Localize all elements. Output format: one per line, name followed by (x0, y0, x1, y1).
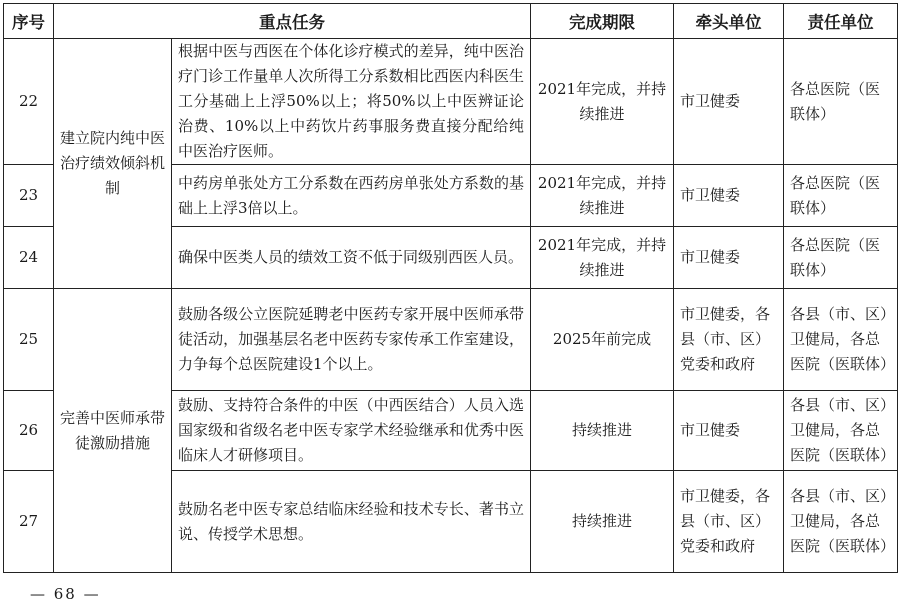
row-number: 27 (4, 471, 54, 573)
header-deadline: 完成期限 (531, 4, 674, 39)
table-row (4, 289, 898, 391)
row-number: 22 (4, 39, 54, 165)
group-title: 建立院内纯中医治疗绩效倾斜机制 (54, 39, 172, 289)
responsible-unit: 各总医院（医联体） (784, 165, 898, 227)
task-description: 鼓励名老中医专家总结临床经验和技术专长、著书立说、传授学术思想。 (172, 471, 531, 573)
responsible-unit: 各县（市、区）卫健局，各总医院（医联体） (784, 289, 898, 391)
deadline: 2025年前完成 (531, 289, 674, 391)
header-serial: 序号 (4, 4, 54, 39)
responsible-unit: 各县（市、区）卫健局，各总医院（医联体） (784, 391, 898, 471)
task-description: 中药房单张处方工分系数在西药房单张处方系数的基础上上浮3倍以上。 (172, 165, 531, 227)
row-number: 25 (4, 289, 54, 391)
lead-unit: 市卫健委 (674, 39, 784, 165)
deadline: 持续推进 (531, 391, 674, 471)
deadline: 2021年完成，并持续推进 (531, 39, 674, 165)
deadline: 持续推进 (531, 471, 674, 573)
page-number: — 68 — (30, 585, 101, 603)
table-row (4, 39, 898, 165)
lead-unit: 市卫健委，各县（市、区）党委和政府 (674, 289, 784, 391)
task-description: 根据中医与西医在个体化诊疗模式的差异，纯中医治疗门诊工作量单人次所得工分系数相比西医内科医生工分基础上上浮50%以上；将50%以上中医辨证论治费、10%以上中药饮片药事服务费直接分配给纯中医治疗医师。 (172, 39, 531, 165)
task-description: 确保中医类人员的绩效工资不低于同级别西医人员。 (172, 227, 531, 289)
header-responsible-unit: 责任单位 (784, 4, 898, 39)
lead-unit: 市卫健委 (674, 165, 784, 227)
task-table (3, 3, 898, 573)
header-lead-unit: 牵头单位 (674, 4, 784, 39)
header-key-task: 重点任务 (54, 4, 531, 39)
deadline: 2021年完成，并持续推进 (531, 227, 674, 289)
deadline: 2021年完成，并持续推进 (531, 165, 674, 227)
row-number: 26 (4, 391, 54, 471)
group-title: 完善中医师承带徒激励措施 (54, 289, 172, 573)
lead-unit: 市卫健委 (674, 227, 784, 289)
row-number: 24 (4, 227, 54, 289)
responsible-unit: 各总医院（医联体） (784, 39, 898, 165)
responsible-unit: 各总医院（医联体） (784, 227, 898, 289)
lead-unit: 市卫健委，各县（市、区）党委和政府 (674, 471, 784, 573)
responsible-unit: 各县（市、区）卫健局，各总医院（医联体） (784, 471, 898, 573)
task-description: 鼓励各级公立医院延聘老中医药专家开展中医师承带徒活动，加强基层名老中医药专家传承工作室建设，力争每个总医院建设1个以上。 (172, 289, 531, 391)
task-description: 鼓励、支持符合条件的中医（中西医结合）人员入选国家级和省级名老中医专家学术经验继承和优秀中医临床人才研修项目。 (172, 391, 531, 471)
table-header-row (4, 4, 898, 39)
row-number: 23 (4, 165, 54, 227)
lead-unit: 市卫健委 (674, 391, 784, 471)
